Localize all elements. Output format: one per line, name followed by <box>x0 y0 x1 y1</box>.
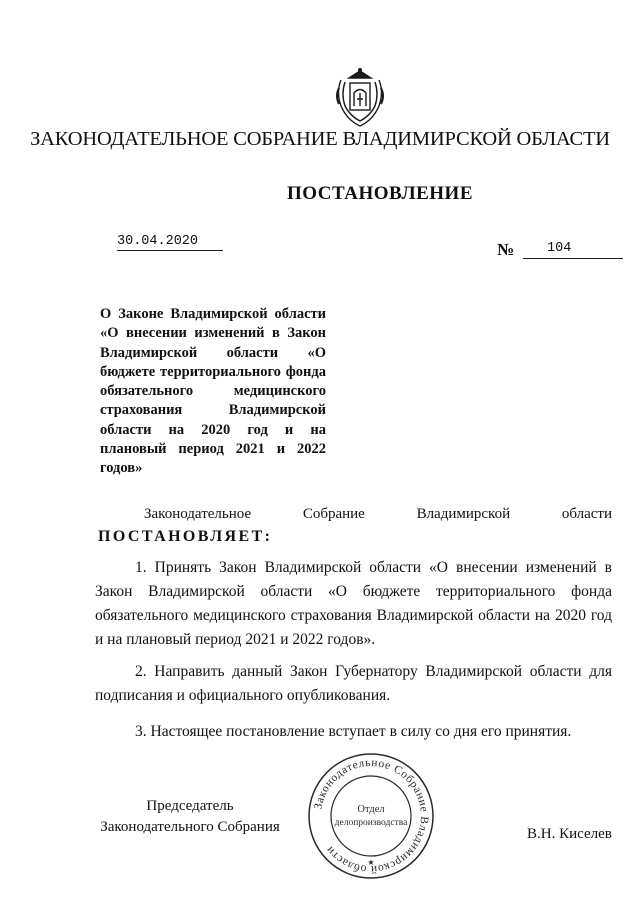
resolution-paragraph: 1. Принять Закон Владимирской области «О внесении изменений в Закон Владимирской области «О бюджете территориального фонда обязательного медицинского страхования Владимирской области на 2020 год и на плановый период 2021 и 2022 годов». <box>95 559 612 648</box>
official-stamp <box>307 752 435 880</box>
coat-of-arms-icon <box>335 66 385 128</box>
document-number: 104 <box>523 240 623 259</box>
signatory-position-line: Законодательного Собрания <box>100 819 280 835</box>
number-sign: № <box>497 240 515 259</box>
signatory-name: В.Н. Киселев <box>527 826 612 842</box>
stamp-star-icon: ★ <box>367 858 375 867</box>
stamp-center-line: делопроизводства <box>334 818 408 828</box>
document-subject: О Законе Владимирской области «О внесении изменений в Закон Владимирской области «О бюджете территориального фонда обязательного медицинского страхования Владимирской области на 2020 год и на плановый период 2021 и 2022 годов» <box>100 306 326 477</box>
preamble <box>144 506 612 523</box>
preamble-word: Владимирской <box>416 506 511 522</box>
document-date: 30.04.2020 <box>117 234 223 251</box>
organization-title: ЗАКОНОДАТЕЛЬНОЕ СОБРАНИЕ ВЛАДИМИРСКОЙ ОБЛАСТИ <box>30 128 610 150</box>
resolution-paragraph: 3. Настоящее постановление вступает в силу со дня его принятия. <box>135 723 572 740</box>
preamble-word: области <box>561 506 612 522</box>
decides-heading: ПОСТАНОВЛЯЕТ: <box>98 528 273 545</box>
preamble-word: Законодательное <box>144 506 252 522</box>
stamp-ring-text: Законодательное Собрание Владимирской области <box>312 756 431 876</box>
signatory-position <box>95 796 285 838</box>
document-type-heading: ПОСТАНОВЛЕНИЕ <box>286 183 474 204</box>
signatory-position-line: Председатель <box>146 798 234 814</box>
preamble-word: Собрание <box>302 506 365 522</box>
stamp-center-line: Отдел <box>357 804 385 815</box>
resolution-paragraph: 2. Направить данный Закон Губернатору Владимирской области для подписания и официального опубликования. <box>95 663 612 704</box>
resolution-body <box>95 556 612 752</box>
stamp-inner-ring <box>331 776 411 856</box>
